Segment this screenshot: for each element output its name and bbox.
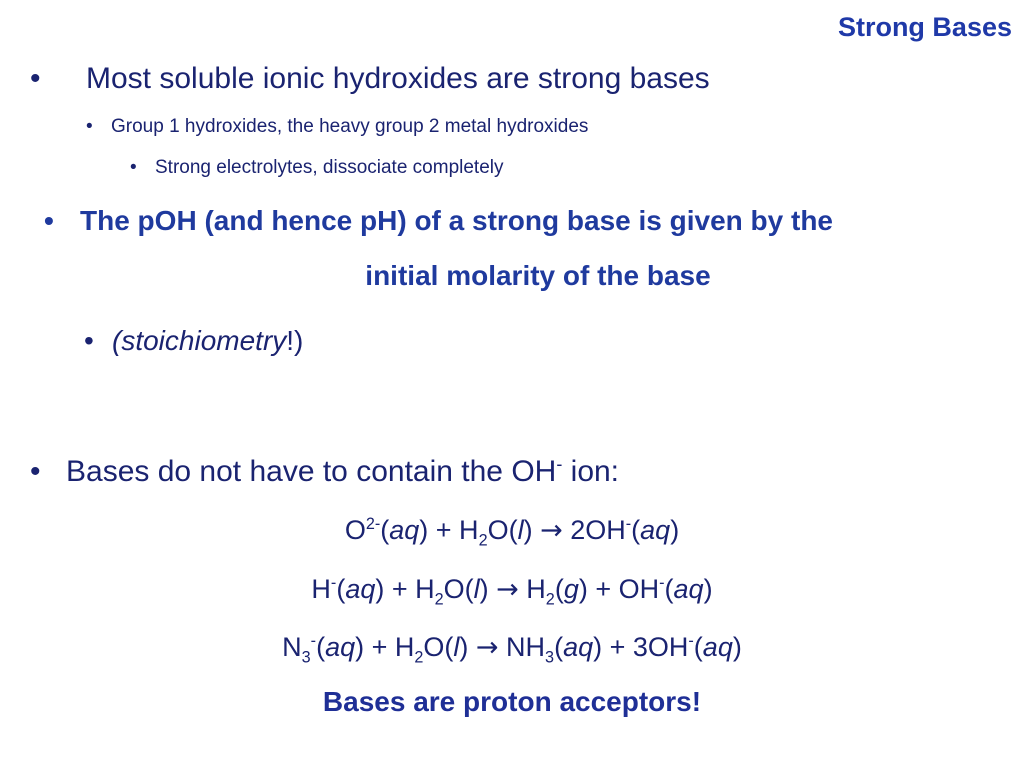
eq2-water-state: l: [473, 574, 480, 604]
reaction-arrow-icon: →: [496, 574, 519, 605]
bullet-marker: •: [44, 205, 54, 236]
eq2-paren: ): [703, 574, 713, 604]
point-1-text: Most soluble ionic hydroxides are strong bases: [86, 62, 710, 95]
eq3-product-1-sub: 3: [545, 648, 555, 667]
eq3-reactant-state: aq: [325, 632, 356, 662]
eq2-product-2: + OH: [587, 574, 660, 604]
point-2-line-1: The pOH (and hence pH) of a strong base is given by the: [80, 205, 833, 236]
eq2-reactant-charge: -: [330, 574, 337, 592]
eq3-product-1-state: aq: [563, 632, 594, 662]
eq2-reactant: H: [311, 574, 331, 604]
eq1-product: 2OH: [562, 515, 626, 545]
point-3-word: stoichiometry: [121, 325, 287, 356]
eq2-water: + H: [384, 574, 435, 604]
equation-3: [0, 632, 1024, 667]
eq1-reactant: O: [344, 515, 366, 545]
bullet-point-2: [44, 205, 54, 237]
eq1-water-o: O(: [487, 515, 518, 545]
eq3-water-o: O(: [423, 632, 454, 662]
eq3-water-state: l: [453, 632, 460, 662]
eq3-water: + H: [364, 632, 415, 662]
point-4-pre: Bases do not have to contain the OH: [66, 455, 557, 488]
bullet-point-1-subsub: [130, 157, 137, 179]
bullet-point-1-sub: [86, 116, 93, 138]
eq3-paren: ): [459, 632, 469, 662]
slide-title: Strong Bases: [837, 12, 1012, 42]
eq1-product-charge: -: [625, 515, 632, 533]
point-3-open: (: [112, 325, 122, 356]
bullet-point-3: [84, 325, 94, 357]
eq3-reactant-charge: -: [310, 632, 317, 650]
eq2-product-2-charge: -: [659, 574, 665, 592]
eq2-water-o: O(: [443, 574, 474, 604]
bullet-point-1: [30, 62, 41, 96]
point-4-text: [66, 455, 619, 489]
eq3-paren: ): [732, 632, 742, 662]
eq1-paren: ): [670, 515, 680, 545]
bullet-marker: •: [30, 455, 41, 488]
eq3-paren: ): [593, 632, 603, 662]
eq1-paren: (: [631, 515, 641, 545]
eq1-paren: ): [419, 515, 429, 545]
bullet-point-4: [30, 455, 41, 489]
eq1-water: + H: [428, 515, 479, 545]
conclusion-text: Bases are proton acceptors!: [322, 686, 702, 717]
equation-1: [0, 515, 1024, 550]
point-3-excl: !): [286, 325, 304, 356]
point-1-sub-text: Group 1 hydroxides, the heavy group 2 metal hydroxides: [111, 116, 589, 137]
eq1-paren: (: [380, 515, 390, 545]
eq3-reactant: N: [282, 632, 302, 662]
eq3-product-1: NH: [498, 632, 546, 662]
point-1-subsub-text: Strong electrolytes, dissociate completely: [155, 157, 504, 178]
eq3-product-2-state: aq: [702, 632, 733, 662]
bullet-marker: •: [130, 157, 137, 178]
eq2-product-1-sub: 2: [545, 590, 555, 609]
bullet-marker: •: [84, 325, 94, 356]
eq3-product-2: + 3OH: [602, 632, 689, 662]
eq3-paren: (: [693, 632, 703, 662]
eq3-paren: ): [355, 632, 365, 662]
eq3-reactant-sub: 3: [301, 648, 311, 667]
eq3-paren: (: [554, 632, 564, 662]
eq2-reactant-state: aq: [345, 574, 376, 604]
eq3-water-sub: 2: [414, 648, 424, 667]
eq1-reactant-charge: 2-: [365, 515, 381, 533]
bullet-marker: •: [30, 62, 41, 95]
eq1-reactant-state: aq: [389, 515, 420, 545]
eq2-paren: ): [479, 574, 489, 604]
reaction-arrow-icon: →: [540, 515, 563, 546]
eq2-paren: (: [336, 574, 346, 604]
eq2-paren: ): [578, 574, 588, 604]
eq3-product-2-charge: -: [688, 632, 694, 650]
eq1-water-sub: 2: [478, 531, 488, 550]
eq2-paren: (: [664, 574, 674, 604]
point-4-post: ion:: [562, 455, 620, 488]
eq2-paren: ): [375, 574, 385, 604]
equation-2: [0, 574, 1024, 609]
bullet-marker: •: [86, 116, 93, 137]
point-2-line-2: initial molarity of the base: [365, 260, 711, 291]
eq1-water-state: l: [517, 515, 524, 545]
eq3-paren: (: [316, 632, 326, 662]
eq2-water-sub: 2: [434, 590, 444, 609]
eq2-paren: (: [554, 574, 564, 604]
eq1-paren: ): [523, 515, 533, 545]
eq2-product-2-state: aq: [673, 574, 704, 604]
point-3-text: [112, 325, 303, 357]
reaction-arrow-icon: →: [475, 632, 499, 663]
eq1-product-state: aq: [640, 515, 671, 545]
eq2-product-1: H: [518, 574, 546, 604]
point-4-sup: -: [556, 454, 563, 474]
eq2-product-1-state: g: [563, 574, 579, 604]
